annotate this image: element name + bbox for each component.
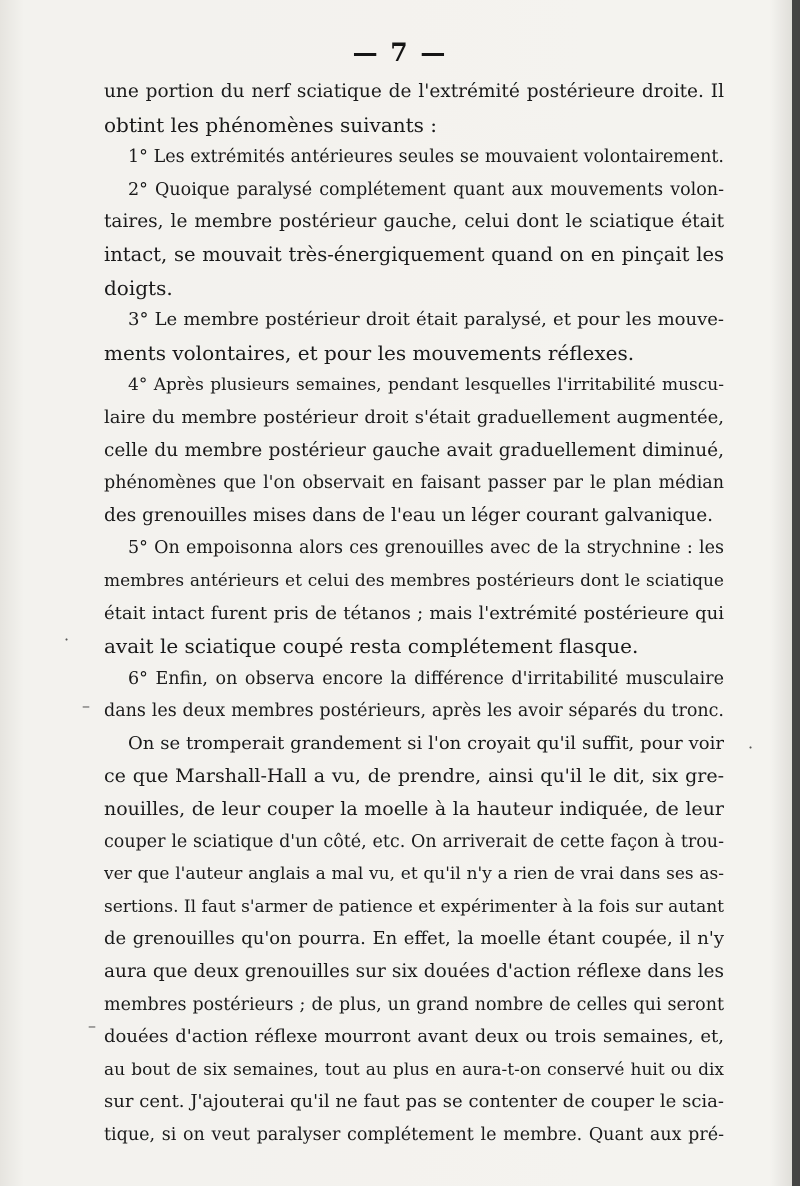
text-line: obtint les phénomènes suivants :: [104, 112, 438, 137]
text-line: dans les deux membres postérieurs, après les avoir séparés du tronc.: [104, 701, 724, 722]
text-line: des grenouilles mises dans de l'eau un léger courant galvanique.: [104, 504, 714, 526]
text-line: doigts.: [104, 275, 173, 300]
text-line: phénomènes que l'on observait en faisant passer par le plan médian: [104, 473, 724, 494]
text-line: 4° Après plusieurs semaines, pendant lesquelles l'irritabilité muscu-: [128, 375, 724, 396]
text-line: ver que l'auteur anglais a mal vu, et qu'il n'y a rien de vrai dans ses as-: [104, 864, 724, 885]
text-line: avait le sciatique coupé resta complétement flasque.: [104, 634, 639, 659]
text-line: couper le sciatique d'un côté, etc. On arriverait de cette façon à trou-: [104, 831, 724, 852]
margin-dash-mark: –: [82, 696, 90, 715]
text-line: celle du membre postérieur gauche avait graduellement diminué,: [104, 439, 724, 461]
text-line: aura que deux grenouilles sur six douées d'action réflexe dans les: [104, 961, 724, 983]
text-line: membres antérieurs et celui des membres postérieurs dont le sciatique: [104, 570, 724, 591]
text-line: était intact furent pris de tétanos ; mais l'extrémité postérieure qui: [104, 602, 724, 624]
body-text: [104, 76, 724, 1152]
text-line: On se tromperait grandement si l'on croyait qu'il suffit, pour voir: [128, 732, 724, 754]
text-line: douées d'action réflexe mourront avant deux ou trois semaines, et,: [104, 1026, 724, 1048]
text-line: ce que Marshall-Hall a vu, de prendre, ainsi qu'il le dit, six gre-: [104, 765, 724, 788]
text-line: intact, se mouvait très-énergiquement quand on en pinçait les: [104, 242, 724, 266]
margin-dot-mark: ·: [748, 738, 754, 757]
text-line: 1° Les extrémités antérieures seules se mouvaient volontairement.: [128, 147, 724, 168]
text-line: nouilles, de leur couper la moelle à la hauteur indiquée, de leur: [104, 798, 724, 821]
text-line: 6° Enfin, on observa encore la différence d'irritabilité musculaire: [128, 668, 724, 689]
margin-dot-mark: ·: [64, 630, 70, 649]
text-line: 2° Quoique paralysé complétement quant aux mouvements volon-: [128, 179, 724, 200]
text-line: ments volontaires, et pour les mouvements réflexes.: [104, 340, 635, 365]
text-line: sertions. Il faut s'armer de patience et expérimenter à la fois sur autant: [104, 896, 724, 917]
text-line: sur cent. J'ajouterai qu'il ne faut pas se contenter de couper le scia-: [104, 1091, 724, 1113]
text-line: au bout de six semaines, tout au plus en aura-t-on conservé huit ou dix: [104, 1059, 724, 1080]
page-number: — 7 —: [352, 38, 448, 67]
text-line: une portion du nerf sciatique de l'extrémité postérieure droite. Il: [104, 81, 724, 102]
text-line: 3° Le membre postérieur droit était paralysé, et pour les mouve-: [128, 309, 724, 331]
text-line: 5° On empoisonna alors ces grenouilles avec de la strychnine : les: [128, 538, 724, 559]
text-line: membres postérieurs ; de plus, un grand nombre de celles qui seront: [104, 994, 724, 1015]
text-line: tique, si on veut paralyser complétement le membre. Quant aux pré-: [104, 1125, 724, 1145]
text-line: de grenouilles qu'on pourra. En effet, la moelle étant coupée, il n'y: [104, 928, 724, 950]
text-line: taires, le membre postérieur gauche, celui dont le sciatique était: [104, 211, 724, 233]
text-line: laire du membre postérieur droit s'était graduellement augmentée,: [104, 406, 724, 428]
margin-dash-mark: –: [88, 1016, 96, 1035]
